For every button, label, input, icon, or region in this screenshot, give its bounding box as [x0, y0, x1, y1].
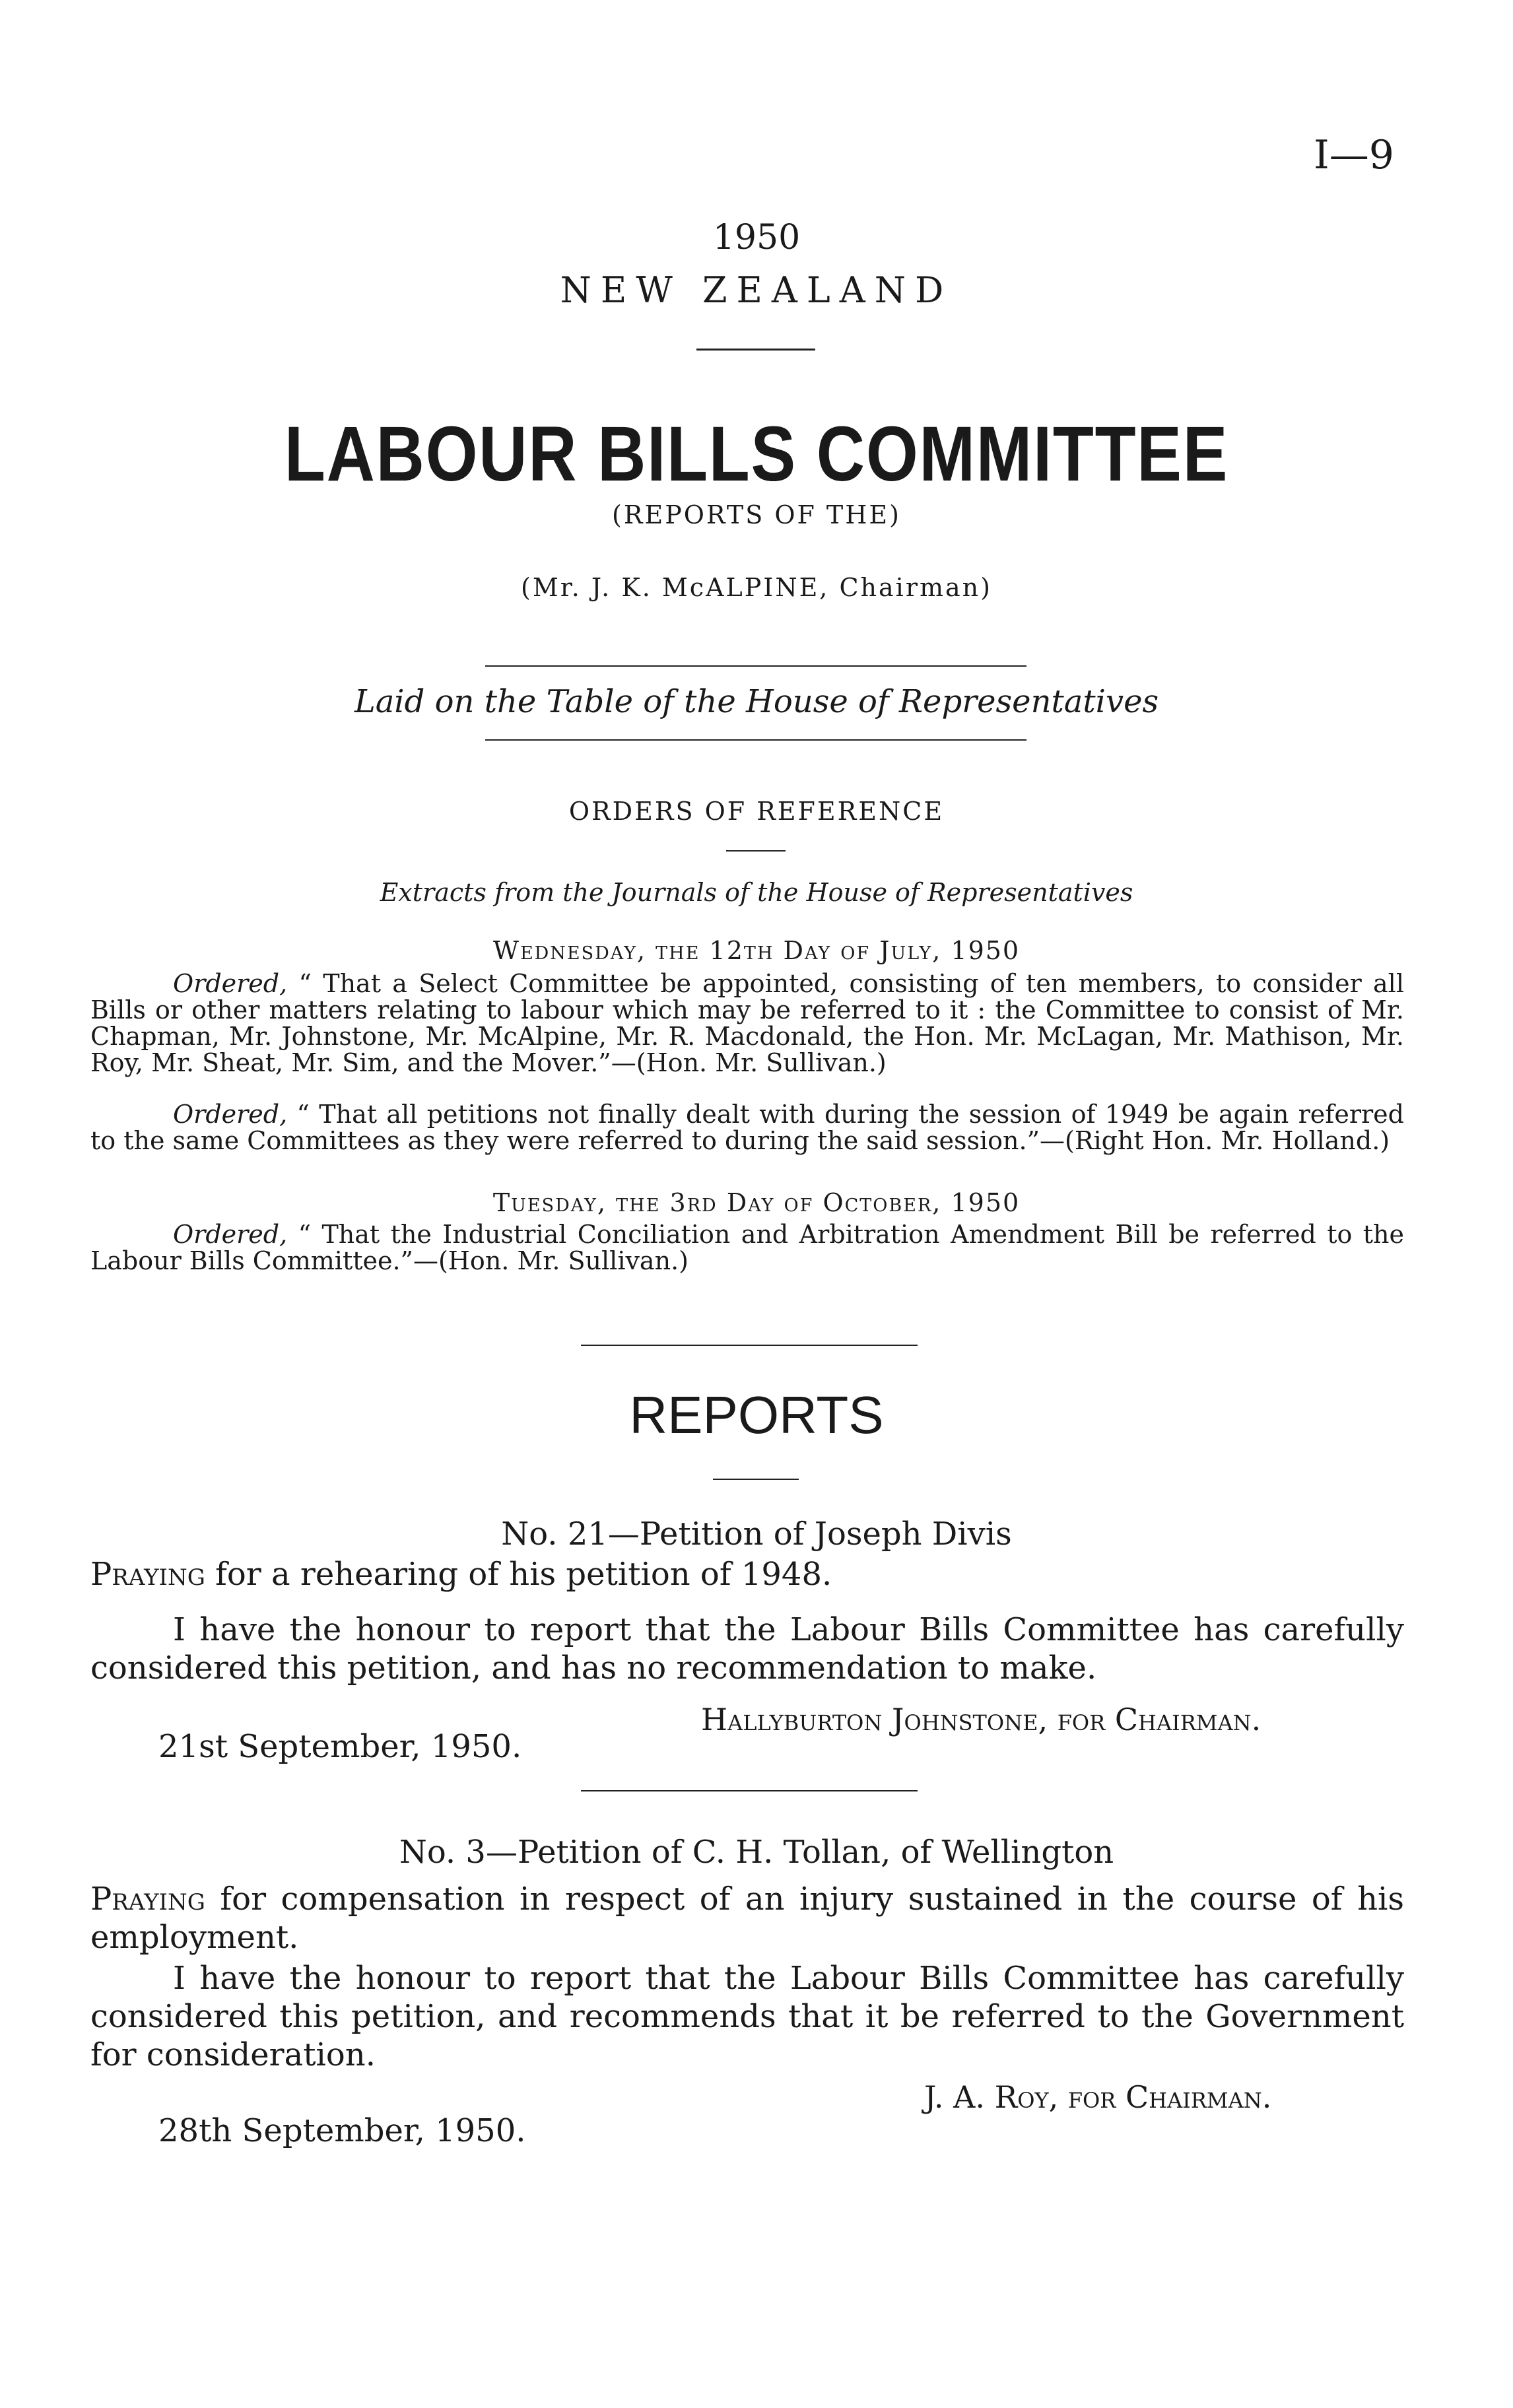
report-1-praying-text: for a rehearing of his petition of 1948. — [215, 1556, 832, 1593]
order-2-label: Ordered, — [173, 1100, 288, 1129]
divider-orders — [726, 850, 786, 852]
report-1-date: 21st September, 1950. — [158, 1728, 522, 1765]
divider-reports-bottom — [713, 1479, 799, 1480]
document-title: LABOUR BILLS COMMITTEE — [284, 411, 1229, 498]
report-1-heading: No. 21—Petition of Joseph Divis — [501, 1516, 1012, 1553]
divider-top — [696, 349, 815, 351]
orders-date-1: Wednesday, the 12th Day of July, 1950 — [492, 936, 1021, 965]
year: 1950 — [712, 218, 801, 257]
document-subtitle: (REPORTS OF THE) — [612, 500, 901, 529]
orders-heading: ORDERS OF REFERENCE — [568, 797, 945, 826]
order-2 — [90, 1101, 1404, 1154]
report-2-praying-text: for compensation in respect of an injury sustained in the course of his employment. — [90, 1881, 1404, 1956]
laid-on-table: Laid on the Table of the House of Representatives — [354, 683, 1159, 720]
divider-report-1 — [581, 1790, 918, 1791]
report-1-praying — [90, 1558, 1404, 1591]
order-1 — [90, 970, 1404, 1076]
orders-extracts: Extracts from the Journals of the House of Representatives — [380, 878, 1133, 907]
report-2-praying — [90, 1880, 1404, 1956]
order-3-text: “ That the Industrial Conciliation and Arbitration Amendment Bill be referred to the Labour Bills Committee.”—(Hon. Mr. Sullivan.) — [90, 1220, 1404, 1275]
report-2-body: I have the honour to report that the Labour Bills Committee has carefully considered this petition, and recommends that it be referred to the Government for consideration. — [90, 1960, 1404, 2073]
country: NEW ZEALAND — [560, 269, 953, 311]
order-2-text: “ That all petitions not finally dealt with during the session of 1949 be again referred to the same Committees as they were referred to during the said session.”—(Right Hon. Mr. Holland.) — [90, 1100, 1404, 1155]
orders-date-2: Tuesday, the 3rd Day of October, 1950 — [492, 1188, 1021, 1217]
page-number: I—9 — [1314, 132, 1394, 178]
report-1-praying-label: Praying — [90, 1556, 205, 1593]
divider-reports-top — [581, 1345, 918, 1346]
report-1-body: I have the honour to report that the Labour Bills Committee has carefully considered this petition, and has no recommendation to make. — [90, 1611, 1404, 1687]
divider-laid-bottom — [485, 739, 1026, 741]
divider-laid-top — [485, 665, 1026, 667]
order-3-label: Ordered, — [173, 1220, 288, 1249]
report-1-signature: Hallyburton Johnstone, for Chairman. — [701, 1702, 1261, 1737]
order-1-label: Ordered, — [173, 969, 288, 998]
order-3 — [90, 1221, 1404, 1274]
chairman-line: (Mr. J. K. McALPINE, Chairman) — [521, 573, 992, 602]
order-1-text: “ That a Select Committee be appointed, consisting of ten members, to consider all Bills or other matters relating to labour which may be referred to it : the Committee to consist of Mr. Chapman, Mr. Johnstone, Mr. McAlpine, Mr. R. Macdonald, the Hon. Mr. McLagan, Mr. Mathison, Mr. Roy, Mr. Sheat, Mr. Sim, and the Mover.”—(Hon. Mr. Sullivan.) — [90, 969, 1404, 1077]
report-2-praying-label: Praying — [90, 1881, 205, 1918]
report-2-date: 28th September, 1950. — [158, 2112, 526, 2149]
report-2-heading: No. 3—Petition of C. H. Tollan, of Wellington — [399, 1834, 1114, 1871]
reports-heading: REPORTS — [629, 1386, 884, 1444]
report-2-signature: J. A. Roy, for Chairman. — [924, 2079, 1272, 2115]
